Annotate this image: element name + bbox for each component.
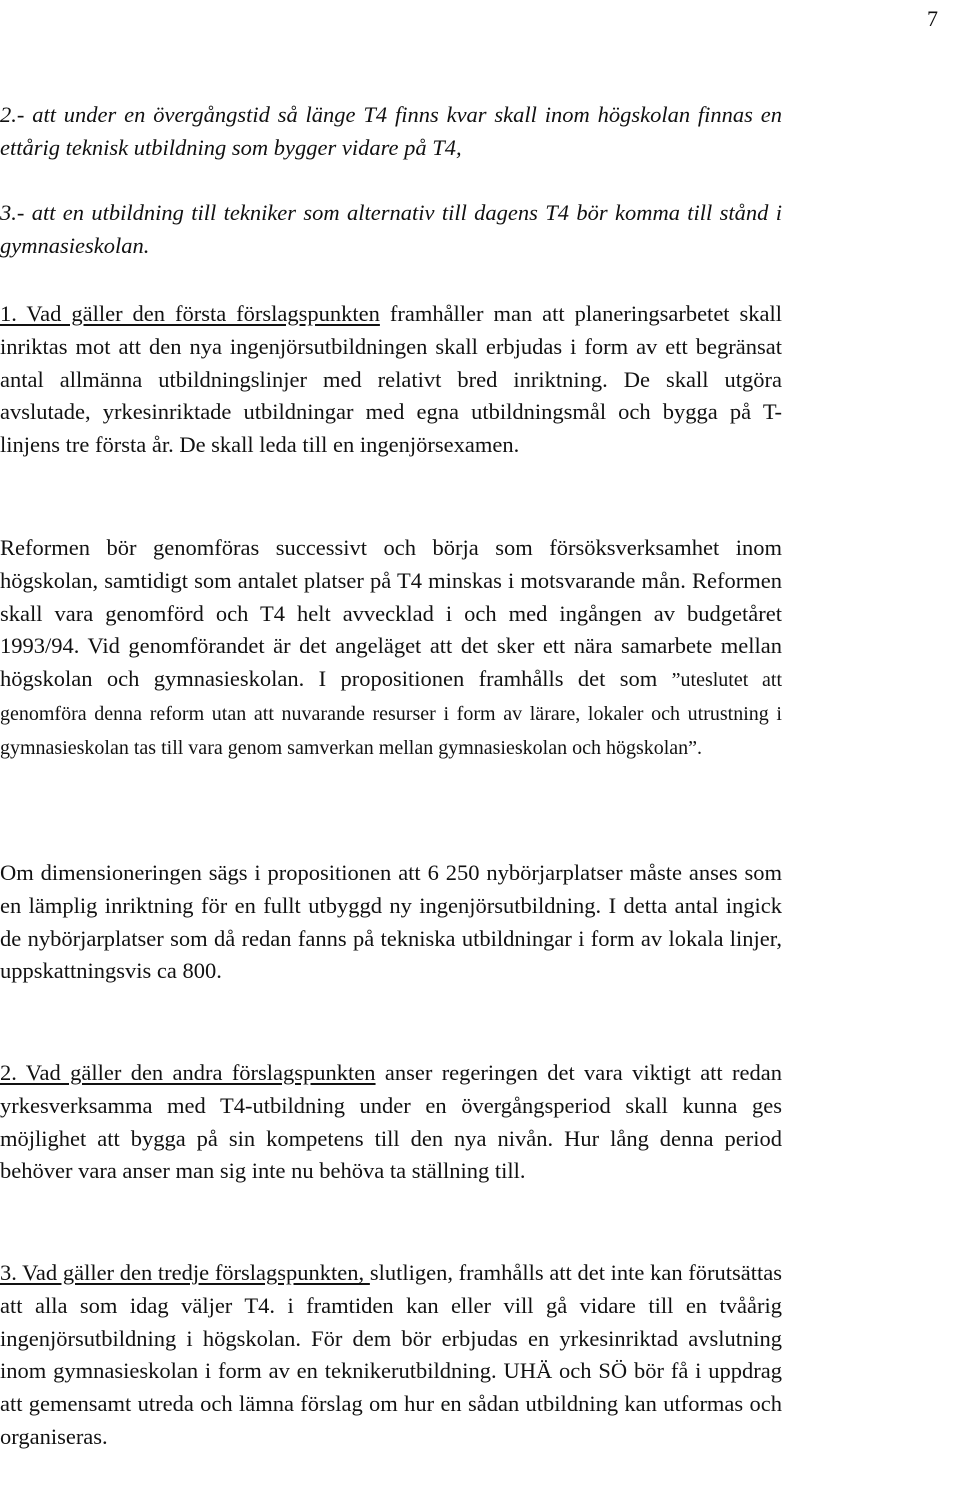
section-2-paragraph xyxy=(0,1057,782,1188)
section-2-body: anser regeringen det vara viktigt att redan yrkesverksamma med T4-utbildning under en övergångsperiod skall kunna ges möjlighet att bygga på sin kompetens till den nya nivån. Hur lång denna period behöver vara anser man sig inte nu behöva ta ställning till. xyxy=(0,1060,782,1184)
list-item-3: 3.- att en utbildning till tekniker som alternativ till dagens T4 bör komma till stånd i gymnasieskolan. xyxy=(0,200,782,258)
list-item-2: 2.- att under en övergångstid så länge T4 finns kvar skall inom högskolan finnas en ettårig teknisk utbildning som bygger vidare på T4, xyxy=(0,102,782,160)
section-1-heading: 1. Vad gäller den första förslagspunkten xyxy=(0,301,380,326)
reform-quote: ”uteslutet att genomföra denna reform utan att nuvarande resurser i form av lärare, lokaler och utrustning i gymnasieskolan tas till vara genom samverkan mellan gymnasieskolan och högskolan”. xyxy=(0,669,783,759)
section-2-heading: 2. Vad gäller den andra förslagspunkten xyxy=(0,1060,376,1085)
dimension-paragraph: Om dimensioneringen sägs i propositionen att 6 250 nybörjarplatser måste anses som en lämplig inriktning för en fullt utbyggd ny ingenjörsutbildning. I detta antal ingick de nybörjarplatser som då redan fanns på tekniska utbildningar i form av lokala linjer, uppskattningsvis ca 800. xyxy=(0,860,782,984)
reform-paragraph-text: Reformen bör genomföras successivt och börja som försöksverksamhet inom högskolan, samtidigt som antalet platser på T4 minskas i motsvarande mån. Reformen skall vara genomförd och T4 helt avvecklad i och med ingången av budgetåret 1993/94. Vid genomförandet är det angeläget att det sker ett nära samarbete mellan högskolan och gymnasieskolan. I propositionen framhålls det som xyxy=(0,535,782,692)
section-3-body: slutligen, framhålls att det inte kan förutsättas att alla som idag väljer T4. i framtiden kan eller vill gå vidare till en tvåårig ingenjörsutbildning i högskolan. För dem bör erbjudas en yrkesinriktad avslutning inom gymnasieskolan i form av en teknikerutbildning. UHÄ och SÖ bör få i uppdrag att gemensamt utreda och lämna förslag om hur en sådan utbildning kan utformas och organiseras. xyxy=(0,1260,782,1449)
section-1-paragraph xyxy=(0,298,782,462)
section-3-paragraph xyxy=(0,1257,782,1454)
page-number: 7 xyxy=(927,6,938,31)
section-1-body: framhåller man att planeringsarbetet skall inriktas mot att den nya ingenjörsutbildningen skall erbjudas i form av ett begränsat antal allmänna utbildningslinjer med relativt bred inriktning. De skall utgöra avslutade, yrkesinriktade utbildningar med egna utbildningsmål och bygga på T-linjens tre första år. De skall leda till en ingenjörsexamen. xyxy=(0,301,782,458)
reform-paragraph xyxy=(0,532,782,765)
section-3-heading: 3. Vad gäller den tredje förslagspunkten, xyxy=(0,1260,370,1285)
